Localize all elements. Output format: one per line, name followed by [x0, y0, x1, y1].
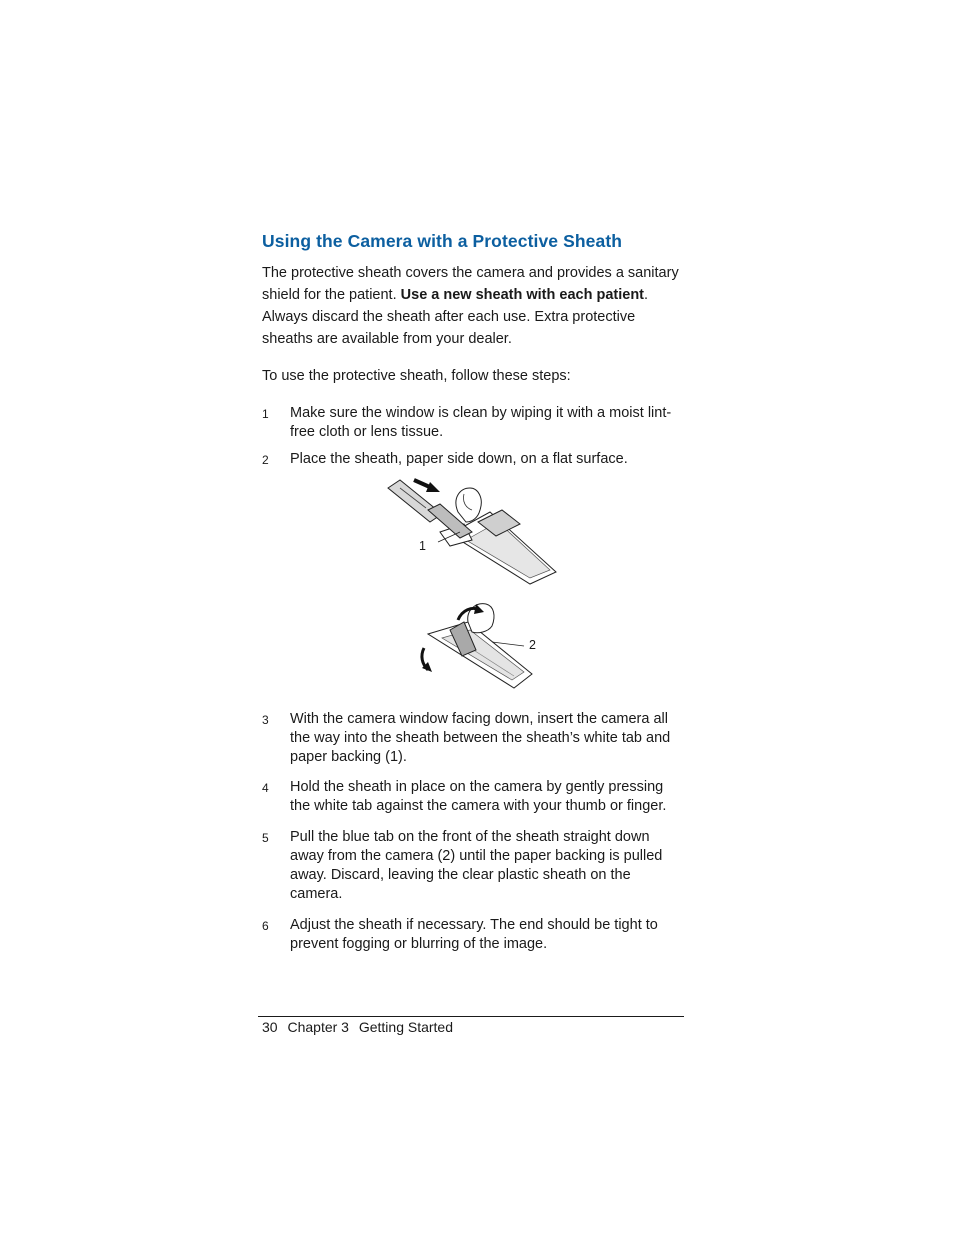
- footer-chapter: Chapter 3: [287, 1019, 349, 1035]
- callout-2: 2: [529, 638, 536, 652]
- section-heading: Using the Camera with a Protective Sheath: [262, 231, 623, 251]
- step-number: 4: [262, 781, 269, 795]
- page-number: 30: [262, 1019, 278, 1035]
- intro-text-1: The protective sheath covers the camera and provides a sanitary shield for the patient.: [262, 265, 679, 303]
- step-text: Pull the blue tab on the front of the sheath straight down away from the camera (2) until the paper backing is pulled away. Discard, leaving the clear plastic sheath on the camera.: [290, 829, 663, 902]
- step-number: 6: [262, 919, 269, 933]
- step-text: Hold the sheath in place on the camera by gently pressing the white tab against the camera with your thumb or finger.: [290, 779, 667, 814]
- step-number: 1: [262, 407, 269, 421]
- footer-rule: [258, 1016, 684, 1017]
- footer-section: Getting Started: [358, 1019, 454, 1035]
- step-number: 3: [262, 713, 269, 727]
- intro-paragraph: [262, 262, 682, 350]
- step-number: 5: [262, 831, 269, 845]
- step-text: Adjust the sheath if necessary. The end should be tight to prevent fogging or blurring of the image.: [290, 917, 658, 952]
- step-number: 2: [262, 453, 269, 467]
- intro-bold-text: Use a new sheath with each patient: [400, 287, 644, 303]
- page-footer: [262, 1019, 459, 1035]
- steps-lead: To use the protective sheath, follow these steps:: [262, 368, 571, 384]
- intro-text-2: . Always discard the sheath after each use. Extra protective sheaths are available from your dealer.: [262, 287, 649, 347]
- camera-insertion-illustration: [380, 474, 570, 594]
- callout-1: 1: [419, 539, 426, 553]
- step-text: Make sure the window is clean by wiping it with a moist lint-free cloth or lens tissue.: [290, 405, 672, 440]
- step-text: Place the sheath, paper side down, on a flat surface.: [290, 451, 628, 467]
- step-text: With the camera window facing down, insert the camera all the way into the sheath between the sheath’s white tab and paper backing (1).: [290, 711, 671, 765]
